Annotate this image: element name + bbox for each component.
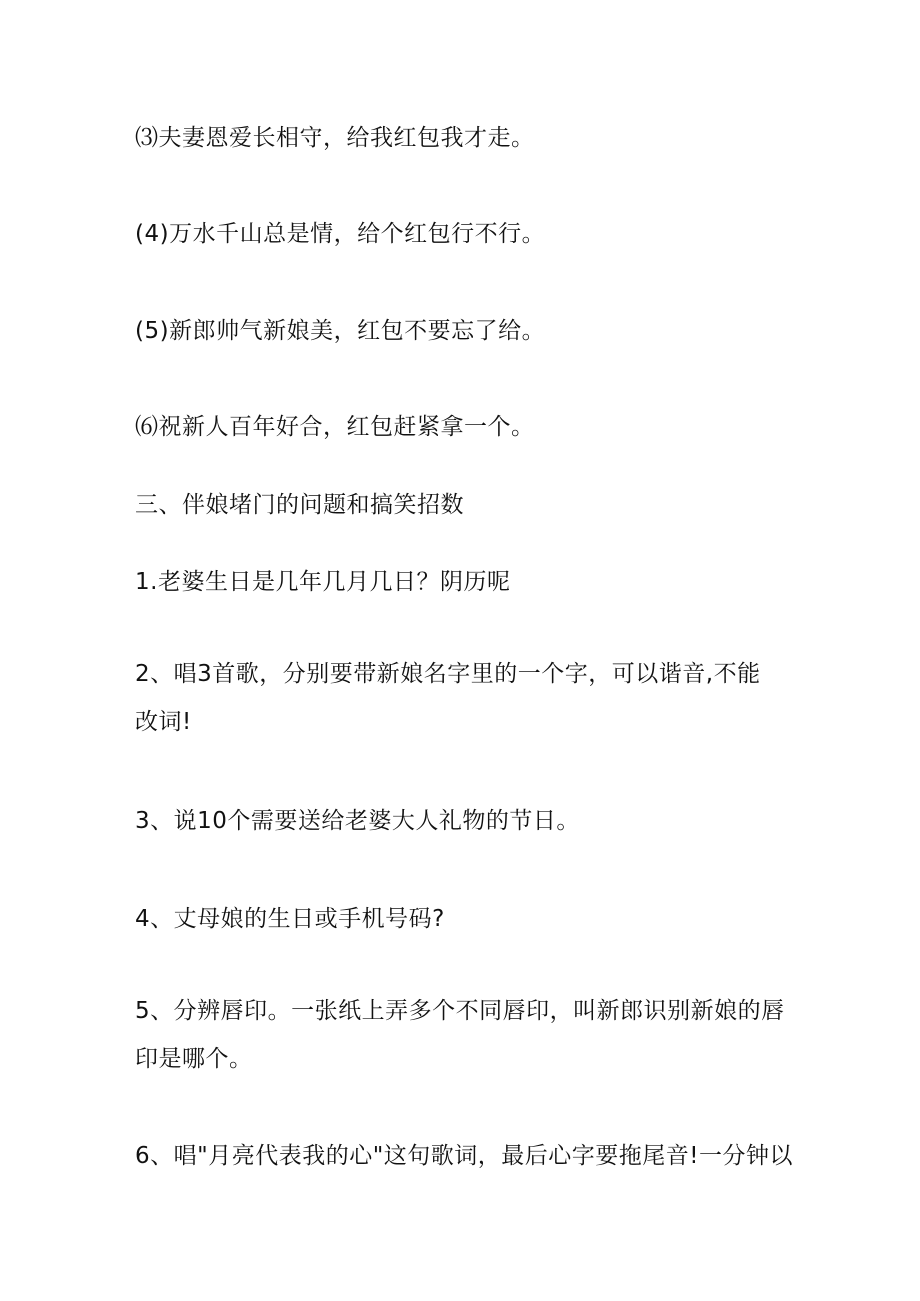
section-heading: 三、伴娘堵门的问题和搞笑招数	[135, 492, 464, 518]
question-4: 4、丈母娘的生日或手机号码?	[135, 906, 445, 932]
question-5-line-1: 5、分辨唇印。一张纸上弄多个不同唇印，叫新郎识别新娘的唇	[135, 998, 785, 1024]
question-1: 1.老婆生日是几年几月几日？阴历呢	[135, 569, 511, 595]
verse-6: ⑹祝新人百年好合，红包赶紧拿一个。	[135, 414, 535, 440]
question-5-line-2: 印是哪个。	[135, 1046, 253, 1072]
verse-3: ⑶夫妻恩爱长相守，给我红包我才走。	[135, 125, 535, 151]
question-2-line-2: 改词!	[135, 709, 192, 735]
question-6-line-1: 6、唱"月亮代表我的心"这句歌词，最后心字要拖尾音!一分钟以	[135, 1143, 794, 1169]
verse-4: (4)万水千山总是情，给个红包行不行。	[135, 221, 546, 247]
question-3: 3、说10个需要送给老婆大人礼物的节日。	[135, 808, 580, 834]
verse-5: (5)新郎帅气新娘美，红包不要忘了给。	[135, 318, 546, 344]
question-2-line-1: 2、唱3首歌，分别要带新娘名字里的一个字，可以谐音,不能	[135, 661, 761, 687]
